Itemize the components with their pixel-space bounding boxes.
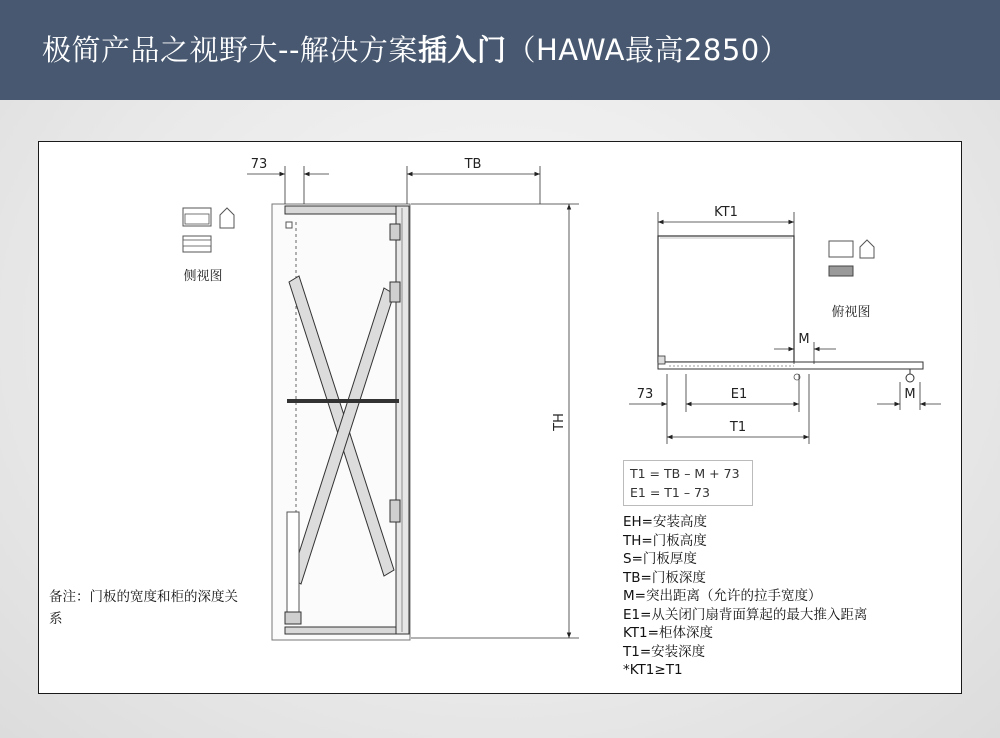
title-prefix: 极简产品之视野大--解决方案	[42, 33, 418, 67]
legend-t1: T1=安装深度	[623, 643, 706, 660]
top-view	[629, 205, 941, 444]
title-bar	[0, 0, 1000, 100]
side-dim-73: 73	[250, 157, 268, 172]
top-view-icon	[829, 240, 874, 276]
footnote: 备注：门板的宽度和柜的深度关系	[49, 589, 238, 627]
legend-th: TH=门板高度	[623, 532, 707, 549]
top-dim-kt1: KT1	[714, 205, 738, 220]
title-bold: 插入门	[417, 33, 507, 67]
top-dim-t1: T1	[729, 420, 747, 435]
page-title	[42, 28, 789, 72]
legend-list	[623, 513, 867, 680]
formula-box	[623, 460, 753, 506]
top-dim-m-right: M	[904, 387, 916, 402]
legend-tb: TB=门板深度	[623, 569, 706, 586]
legend-s: S=门板厚度	[623, 551, 697, 567]
legend-m: M=突出距离（允许的拉手宽度）	[623, 588, 822, 604]
middle-rail	[287, 399, 399, 403]
side-dim-tb: TB	[464, 157, 482, 172]
upper-hinge	[390, 282, 400, 302]
diagram-frame	[38, 141, 962, 694]
side-view	[183, 157, 579, 640]
lower-hinge	[390, 500, 400, 522]
legend-note: *KT1≥T1	[623, 662, 683, 678]
title-suffix: （HAWA最高2850）	[506, 33, 790, 67]
door-panel	[396, 206, 409, 634]
top-rail	[285, 206, 407, 214]
side-view-label: 侧视图	[183, 269, 223, 284]
formula-t1: T1 = TB – M + 73	[630, 466, 740, 481]
top-hinge	[390, 224, 400, 240]
bottom-rail	[285, 627, 407, 634]
top-view-label: 俯视图	[831, 305, 871, 320]
bottom-bracket	[287, 512, 299, 612]
formula-e1: E1 = T1 – 73	[630, 485, 710, 500]
side-view-icon	[183, 208, 234, 252]
top-dim-m-top: M	[798, 332, 810, 347]
cabinet-body	[658, 236, 794, 362]
top-dim-73: 73	[636, 387, 654, 402]
legend-eh: EH=安装高度	[623, 514, 707, 530]
legend-e1: E1=从关闭门扇背面算起的最大推入距离	[623, 606, 868, 623]
side-dim-th: TH	[552, 413, 567, 431]
top-dim-e1: E1	[730, 387, 748, 402]
door-plan	[658, 362, 923, 369]
legend-kt1: KT1=柜体深度	[623, 625, 713, 641]
